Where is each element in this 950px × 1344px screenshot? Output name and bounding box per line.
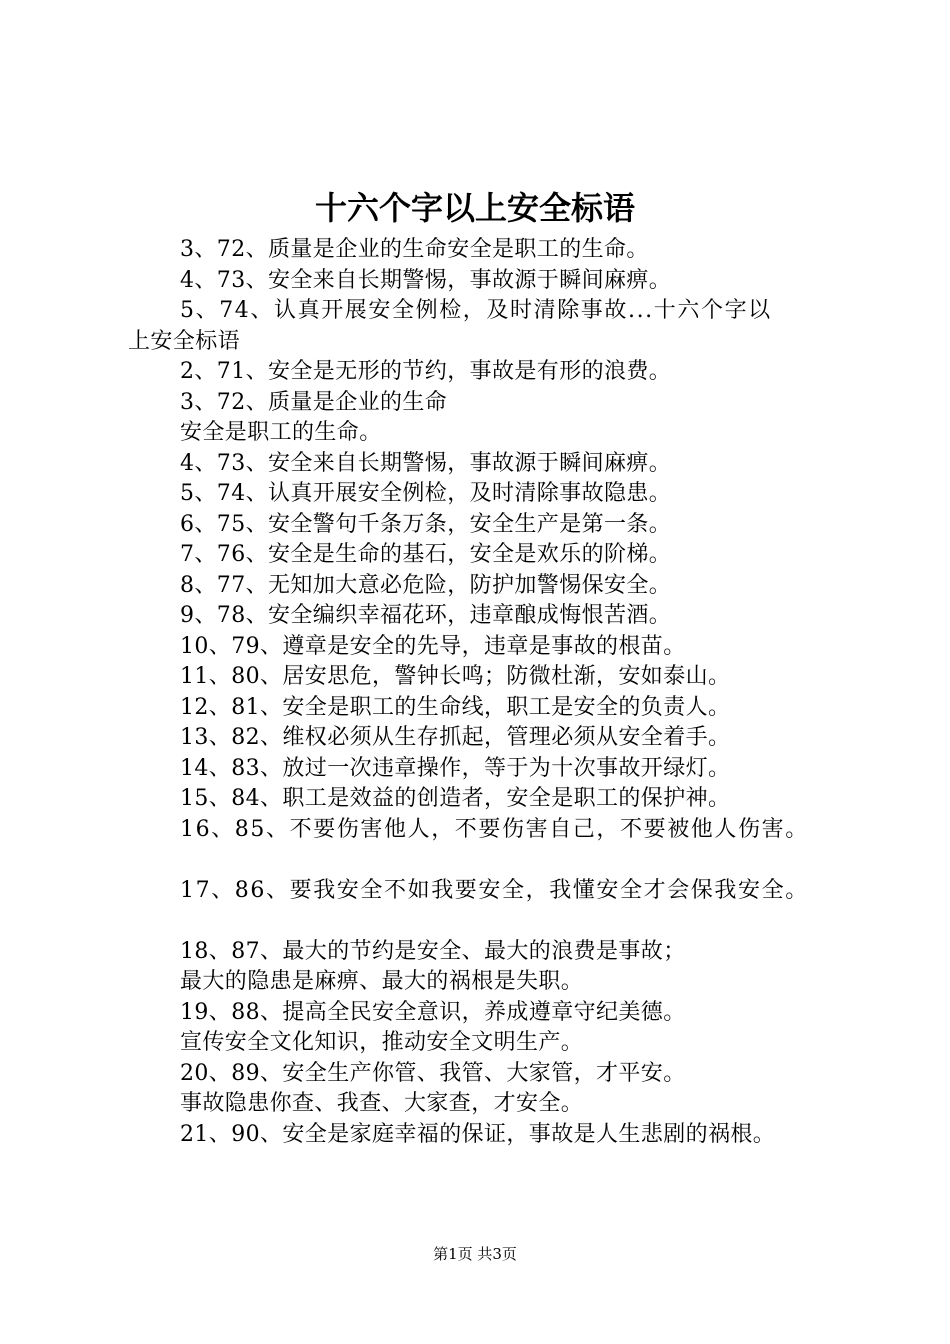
text-line: 14、83、放过一次违章操作，等于为十次事故开绿灯。 [180,755,731,781]
text-line: 3、72、质量是企业的生命安全是职工的生命。 [180,237,649,262]
text-line: 4、73、安全来自长期警惕，事故源于瞬间麻痹。 [180,450,672,476]
text-line: 12、81、安全是职工的生命线，职工是安全的负责人。 [180,694,731,720]
text-line: 20、89、安全生产你管、我管、大家管，才平安。 [180,1060,686,1086]
text-line: 10、79、遵章是安全的先导，违章是事故的根苗。 [180,633,686,659]
text-line: 8、77、无知加大意必危险，防护加警惕保安全。 [180,572,672,598]
text-line: 6、75、安全警句千条万条，安全生产是第一条。 [180,511,672,537]
text-line: 13、82、维权必须从生存抓起，管理必须从安全着手。 [180,725,731,750]
text-line: 18、87、最大的节约是安全、最大的浪费是事故； [180,938,686,964]
text-line: 5、74、认真开展安全例检，及时清除事故隐患。 [180,481,672,506]
text-line: 宣传安全文化知识，推动安全文明生产。 [180,1030,584,1055]
text-line: 4、73、安全来自长期警惕，事故源于瞬间麻痹。 [180,267,672,293]
page-footer: 第1页 共3页 [433,1245,517,1263]
text-line: 安全是职工的生命。 [180,420,382,445]
text-line: 上安全标语 [128,328,241,354]
document-body [128,235,858,1150]
text-line: 11、80、居安思危，警钟长鸣；防微杜渐，安如泰山。 [180,664,731,689]
text-line: 19、88、提高全民安全意识，养成遵章守纪美德。 [180,999,686,1025]
text-line: 16、85、不要伤害他人，不要伤害自己，不要被他人伤害。 [180,816,809,842]
paragraph-gap [128,845,858,876]
document-title: 十六个字以上安全标语 [314,189,635,227]
text-line: 事故隐患你查、我查、大家查，才安全。 [180,1091,584,1116]
text-line: 5、74、认真开展安全例检，及时清除事故...十六个字以 [180,298,772,323]
text-line: 2、71、安全是无形的节约，事故是有形的浪费。 [180,359,672,384]
text-line: 17、86、要我安全不如我要安全，我懂安全才会保我安全。 [180,877,809,903]
text-line: 21、90、安全是家庭幸福的保证，事故是人生悲剧的祸根。 [180,1121,776,1147]
paragraph-gap [128,906,858,937]
text-line: 3、72、质量是企业的生命 [180,389,448,415]
text-line: 7、76、安全是生命的基石，安全是欢乐的阶梯。 [180,542,672,567]
text-line: 15、84、职工是效益的创造者，安全是职工的保护神。 [180,786,731,811]
text-line: 9、78、安全编织幸福花环，违章酿成悔恨苦酒。 [180,603,672,628]
text-line: 最大的隐患是麻痹、最大的祸根是失职。 [180,969,584,994]
